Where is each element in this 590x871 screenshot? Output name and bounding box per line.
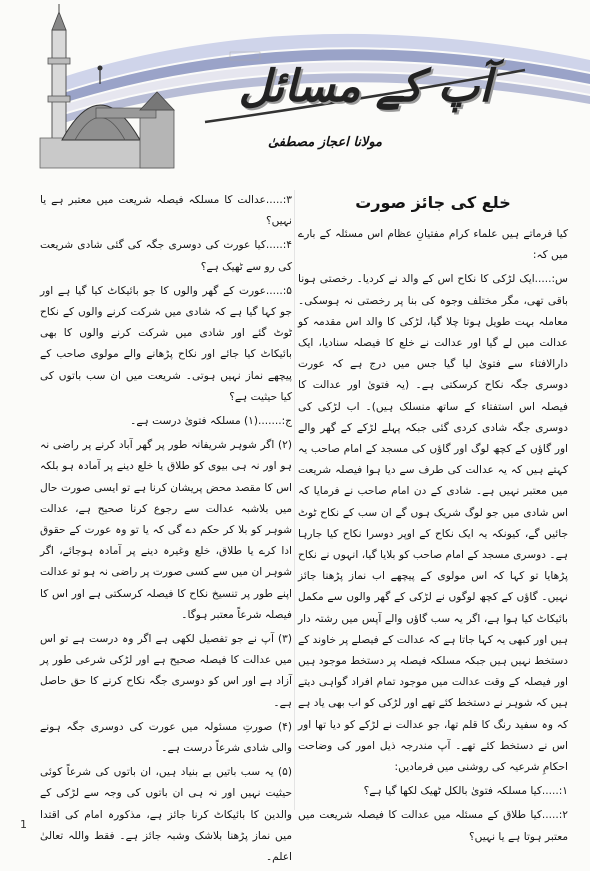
question-item-2: ۲:.....کیا طلاق کے مسئلہ میں عدالت کا فیصلہ شریعت میں معتبر ہوتا ہے یا نہیں؟ <box>298 809 568 843</box>
answer-item-2: (۲) اگر شوہر شریفانہ طور پر گھر آباد کرنے پر راضی نہ ہو اور نہ ہی بیوی کو طلاق یا خلع دینے پر آمادہ ہو بلکہ اس کا مقصد محض پریشان کرنا ہے تو ایسی صورت حال میں بلاشبہ عدالت سے رجوع کرنا صحیح ہے، عدالت شوہر کو بلا کر حکم دے گی کہ یا تو وہ عورت کے حقوق ادا کرے یا طلاق، خلع وغیرہ دینے پر آمادہ ہوجائے، اگر شوہر ان میں سے کسی صورت پر راضی نہ ہو تو عدالت اپنے طور پر تنسیخ نکاح کا فیصلہ کرسکتی ہے اور اس کا فیصلہ شرعاً معتبر ہوگا۔ <box>40 439 292 621</box>
answer-item-5: (۵) یہ سب باتیں بے بنیاد ہیں، ان باتوں کی شرعاً کوئی حیثیت نہیں اور نہ ہی ان باتوں کی وجہ سے لڑکی کے والدین کا بائیکاٹ کرنا جائز ہے، مذکورہ امام کی اقتدا میں نماز پڑھنا بلاشک وشبہ جائز ہے۔ فقط واللہ تعالیٰ اعلم۔ <box>40 766 292 864</box>
answer-item-3: (۳) آپ نے جو تفصیل لکھی ہے اگر وہ درست ہے تو اس میں عدالت کا فیصلہ صحیح ہے اور لڑکی شرعی طور پر آزاد ہے اور اس کو دوسری جگہ نکاح کرنے کا حق حاصل ہے۔ <box>40 633 292 709</box>
page-number: 1 <box>20 818 27 831</box>
question-body: س:.....ایک لڑکی کا نکاح اس کے والد نے کردیا۔ رخصتی ہونا باقی تھی، مگر مختلف وجوہ کی بنا پر رخصتی نہ ہوسکی۔ معاملہ بہت طویل ہوتا چلا گیا، لڑکی کا والد اس مقدمہ کو عدالت میں لے گیا اور عدالت نے خلع کا فیصلہ سنادیا، ایک دارالافتاء سے فتویٰ لیا گیا جس میں درج ہے کہ عورت دوسری جگہ نکاح کرسکتی ہے۔ (یہ فتویٰ اور عدالت کا فیصلہ اس استفتاء کے ساتھ منسلک ہیں)۔ اب لڑکی کی دوسری جگہ شادی کردی گئی جبکہ پہلے لڑکے کے گھر والے اور گاؤں کے کچھ لوگ اور گاؤں کی مسجد کے امام صاحب یہ کہتے ہیں کہ یہ عدالت کی طرف سے دیا ہوا فیصلہ شریعت میں معتبر نہیں ہے۔ شادی کے دن امام صاحب نے فرمایا کہ اس شادی میں جو لوگ شریک ہوں گے ان سب کے نکاح ٹوٹ جائیں گے، کیونکہ یہ ایک نکاح کے اوپر دوسرا نکاح کیا جارہا ہے۔ دوسری مسجد کے امام صاحب کو بلایا گیا، انہوں نے نکاح پڑھایا تو کہا کہ اس مولوی کے پیچھے اب نماز پڑھنا جائز نہیں۔ گاؤں کے کچھ لوگوں نے لڑکی کے گھر والوں سے مکمل بائیکاٹ کیا ہوا ہے، اگر یہ سب گاؤں والے آپس میں رشتہ دار ہیں اور کبھی یہ کہا جاتا ہے کہ عدالت کے فیصلے پر خاوند کے دستخط نہیں ہیں جبکہ مسلکہ فیصلہ پر دستخط موجود ہیں اور فیصلہ کے وقت عدالت میں موجود تمام افراد گواہی دیتے ہیں کہ شوہر نے دستخط کئے تھے اور لڑکی کو اب بھی یاد ہے کہ وہ سفید رنگ کا قلم تھا، جو عدالت نے لڑکے کو دیا تھا اور اس نے دستخط کئے تھے۔ آپ مندرجہ ذیل امور کی وضاحت احکامِ شرعیہ کی روشنی میں فرمادیں: <box>298 273 568 774</box>
question-item-1: ۱:.....کیا مسلکہ فتویٰ بالکل ٹھیک لکھا گیا ہے؟ <box>363 785 568 798</box>
masthead-title: آپ کے مسائل <box>238 61 492 112</box>
author-byline: مولانا اعجاز مصطفیٰ <box>267 135 383 150</box>
question-intro: کیا فرماتے ہیں علماء کرام مفتیانِ عظام اس مسئلہ کے بارے میں کہ: <box>298 228 568 262</box>
masthead-banner <box>0 0 590 190</box>
left-column <box>40 190 292 871</box>
question-item-5: ۵:.....عورت کے گھر والوں کا جو بائیکاٹ کیا گیا ہے اور جو کہا گیا ہے کہ شادی میں شرکت کرنے والوں کے نکاح ٹوٹ گئے اور شادی میں شرکت کرنے والوں کا بھی بائیکاٹ کیا جائے اور نکاح پڑھانے والے مولوی صاحب کے پیچھے نماز نہیں ہوتی۔ شریعت میں ان سب باتوں کی کیا حیثیت ہے؟ <box>40 284 292 403</box>
question-item-4: ۴:.....کیا عورت کی دوسری جگہ کی گئی شادی شریعت کی رو سے ٹھیک ہے؟ <box>40 239 292 273</box>
answer-item-1: ج:.......(۱) مسلکہ فتویٰ درست ہے۔ <box>130 415 292 428</box>
right-column <box>298 190 568 851</box>
section-heading: خلع کی جائز صورت <box>355 193 511 212</box>
column-divider <box>294 190 295 810</box>
answer-item-4: (۴) صورتِ مسئولہ میں عورت کی دوسری جگہ ہونے والی شادی شرعاً درست ہے۔ <box>40 720 292 755</box>
question-item-3: ۳:.....عدالت کا مسلکہ فیصلہ شریعت میں معتبر ہے یا نہیں؟ <box>40 194 292 228</box>
